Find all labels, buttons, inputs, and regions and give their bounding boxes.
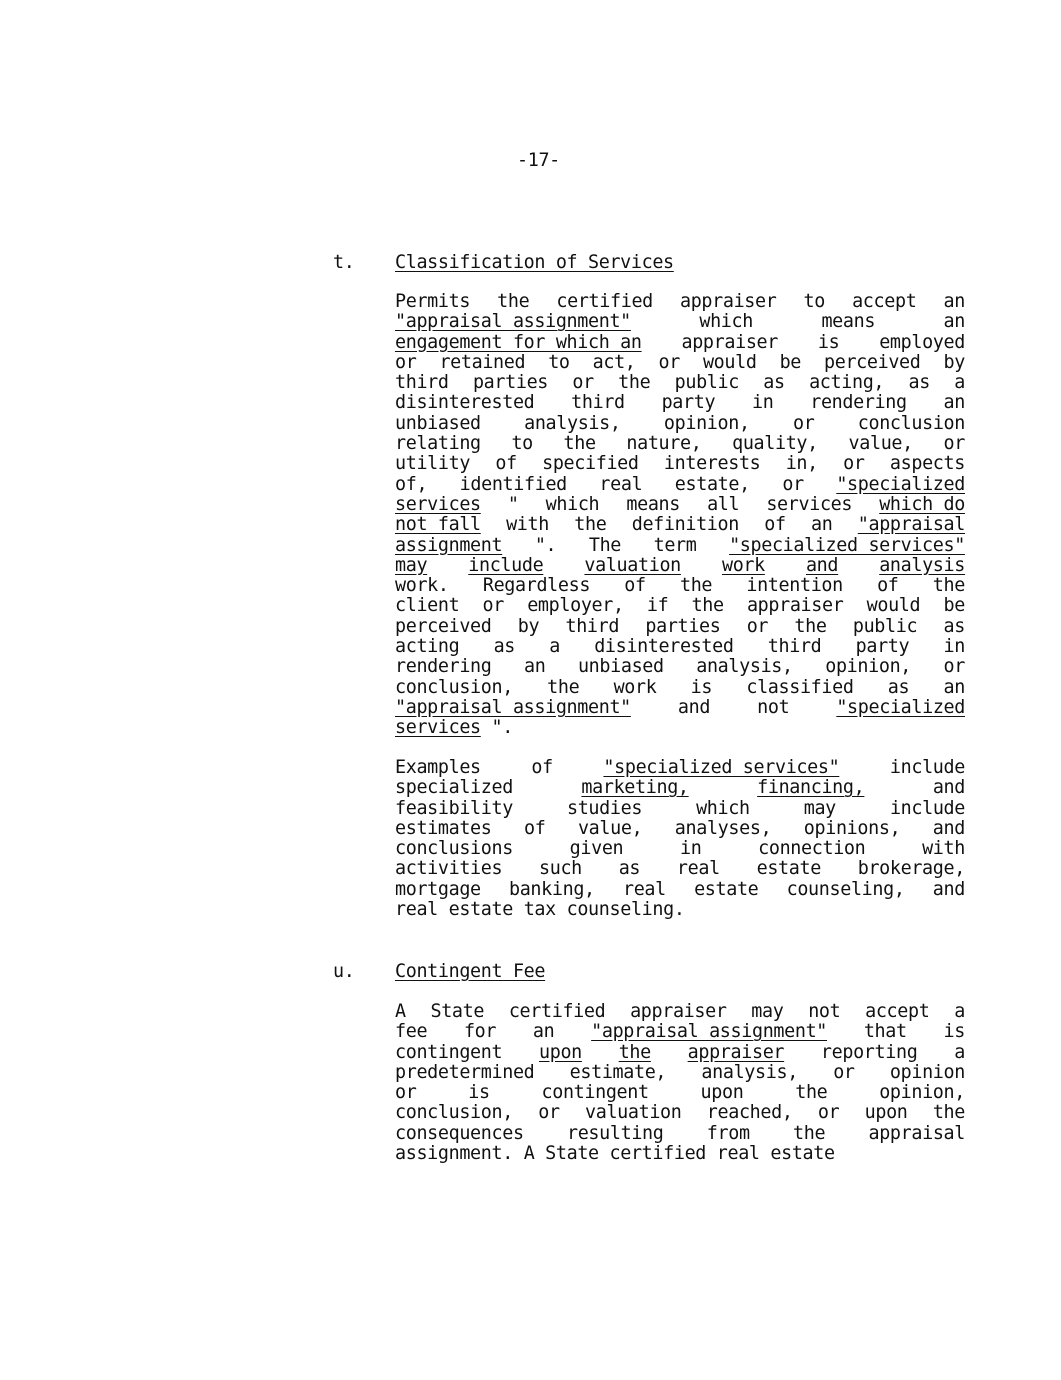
word: specified xyxy=(542,453,639,475)
word: appraiser xyxy=(746,595,844,617)
word: conclusion xyxy=(857,412,965,434)
text-line xyxy=(395,1022,965,1042)
word: the xyxy=(563,433,596,455)
word: that xyxy=(863,1021,907,1043)
word: services xyxy=(395,493,481,515)
word: real xyxy=(395,899,438,921)
word: accept xyxy=(852,291,917,312)
word: and xyxy=(932,878,965,900)
text-line xyxy=(395,799,965,819)
text-line xyxy=(395,1083,965,1103)
word: may xyxy=(751,1001,784,1022)
word: Regardless xyxy=(482,575,591,597)
word: opinion, xyxy=(825,656,912,678)
word: include xyxy=(889,797,965,819)
word: with xyxy=(922,838,965,860)
word: third xyxy=(395,372,449,394)
text-line xyxy=(395,1124,965,1144)
word: parties xyxy=(645,615,721,637)
word: an xyxy=(811,514,833,536)
word: estimates xyxy=(395,817,492,839)
word: definition xyxy=(631,514,739,536)
word: analysis xyxy=(879,554,965,576)
word: analysis, xyxy=(696,656,793,678)
word: parties xyxy=(472,372,549,394)
word-space xyxy=(513,900,524,920)
text-line xyxy=(395,839,965,859)
word: upon xyxy=(700,1082,744,1104)
word: the xyxy=(932,575,965,597)
word: relating xyxy=(395,433,481,455)
word: of xyxy=(531,757,553,778)
page-number: -17- xyxy=(517,150,560,171)
word: and xyxy=(932,817,965,839)
word: the xyxy=(691,595,724,617)
word: as xyxy=(618,858,641,880)
word: studies xyxy=(566,797,643,819)
word: an xyxy=(943,392,965,414)
word: real xyxy=(676,858,720,880)
word: is xyxy=(690,676,713,698)
word-space xyxy=(760,1144,771,1164)
word: specialized xyxy=(395,777,513,799)
word: the xyxy=(547,676,580,698)
word: by xyxy=(517,615,540,637)
word: assignment. xyxy=(395,1143,513,1165)
word: would xyxy=(866,595,921,617)
word: resulting xyxy=(566,1122,664,1144)
word: the xyxy=(618,372,651,394)
word: the xyxy=(618,1041,651,1063)
text-line xyxy=(395,678,965,698)
text-line xyxy=(395,495,965,515)
word: the xyxy=(679,575,713,597)
word: in, xyxy=(785,453,818,475)
word-space xyxy=(599,1144,610,1164)
word: or xyxy=(538,1102,560,1124)
word: upon xyxy=(864,1102,908,1124)
text-line xyxy=(395,292,965,312)
word: " xyxy=(507,493,519,515)
text-line xyxy=(395,434,965,454)
text-line xyxy=(395,353,965,373)
text-line xyxy=(395,312,965,332)
word: perceived xyxy=(824,351,921,373)
word: "appraisal assignment" xyxy=(395,696,631,718)
text-line xyxy=(395,758,965,778)
word: predetermined xyxy=(395,1061,535,1083)
word: an xyxy=(943,291,965,312)
word: accept xyxy=(865,1001,930,1022)
word: appraiser xyxy=(681,331,778,353)
word: or xyxy=(572,372,594,394)
word: and xyxy=(932,777,965,799)
word: which xyxy=(696,797,750,819)
word-space xyxy=(556,900,567,920)
word: "appraisal assignment" xyxy=(591,1021,828,1043)
word: appraiser xyxy=(687,1041,785,1063)
word: connection xyxy=(758,838,866,860)
word: estate xyxy=(448,899,513,921)
word-space xyxy=(534,1144,545,1164)
word: classified xyxy=(746,676,854,698)
word: real xyxy=(599,473,643,495)
word: opinion, xyxy=(879,1082,965,1104)
word: or xyxy=(943,656,965,678)
word: and xyxy=(677,696,711,718)
text-line xyxy=(395,1103,965,1123)
word: would xyxy=(702,351,757,373)
word: contingent xyxy=(395,1041,503,1063)
word: is xyxy=(817,331,840,353)
word: real xyxy=(622,878,666,900)
word: estate xyxy=(756,858,821,880)
word: is xyxy=(468,1082,490,1104)
word: consequences xyxy=(395,1122,524,1144)
word: means xyxy=(821,311,876,333)
word: certified xyxy=(556,291,653,312)
text-line xyxy=(395,698,965,718)
word: acting xyxy=(395,636,460,658)
word: certified xyxy=(508,1001,606,1022)
word-space xyxy=(438,900,449,920)
word: engagement for which an xyxy=(395,331,642,353)
word: reached, xyxy=(706,1102,793,1124)
word: public xyxy=(674,372,739,394)
word-space xyxy=(481,718,492,738)
word: work xyxy=(721,554,765,576)
text-line xyxy=(395,859,965,879)
word: given xyxy=(569,838,624,860)
word: include xyxy=(468,554,544,576)
word: ". xyxy=(534,534,557,556)
text-line xyxy=(395,536,965,556)
word: analysis, xyxy=(524,412,621,434)
word: a xyxy=(954,1041,965,1063)
word: include xyxy=(889,757,965,778)
word: or xyxy=(782,473,804,495)
word: counseling, xyxy=(786,878,905,900)
text-line xyxy=(395,1144,965,1164)
word: may xyxy=(803,797,836,819)
text-line xyxy=(395,1043,965,1063)
word: is xyxy=(943,1021,965,1043)
section-t-paragraph-2 xyxy=(395,758,965,920)
word: may xyxy=(395,554,428,576)
word: work xyxy=(613,676,657,698)
word: rendering xyxy=(810,392,907,414)
word: utility xyxy=(395,453,471,475)
text-line xyxy=(395,454,965,474)
word: a xyxy=(549,636,560,658)
word: nature, xyxy=(626,433,702,455)
text-line xyxy=(395,576,965,596)
word: of xyxy=(764,514,786,536)
word: to xyxy=(803,291,825,312)
word: State xyxy=(430,1001,485,1022)
word: all xyxy=(707,493,740,515)
word: a xyxy=(954,1001,965,1022)
word: from xyxy=(706,1122,750,1144)
word: appraiser xyxy=(630,1001,727,1022)
word: of xyxy=(524,817,546,839)
word: an xyxy=(532,1021,555,1043)
text-line xyxy=(395,900,965,920)
word: be xyxy=(779,351,802,373)
word: unbiased xyxy=(577,656,664,678)
word: or xyxy=(833,1061,855,1083)
word: or xyxy=(843,453,865,475)
word: aspects xyxy=(889,453,965,475)
word: brokerage, xyxy=(857,858,965,880)
word: quality, xyxy=(732,433,818,455)
word: reporting xyxy=(820,1041,918,1063)
word: as xyxy=(887,676,910,698)
word: if xyxy=(646,595,669,617)
word: client xyxy=(395,595,460,617)
word: which do xyxy=(879,493,965,515)
word: to xyxy=(548,351,570,373)
section-t-paragraph-1 xyxy=(395,292,965,739)
text-line xyxy=(395,515,965,535)
word: conclusion, xyxy=(395,676,513,698)
word: be xyxy=(943,595,965,617)
word: "specialized xyxy=(836,696,965,718)
word: banking, xyxy=(508,878,595,900)
word: rendering xyxy=(395,656,492,678)
word: means xyxy=(626,493,680,515)
word: an xyxy=(524,656,546,678)
word: financing, xyxy=(757,777,865,799)
word: services xyxy=(395,717,481,739)
word: as xyxy=(763,372,785,394)
word: the xyxy=(497,291,530,312)
word: "specialized services" xyxy=(603,757,840,778)
word: which xyxy=(699,311,753,333)
word: third xyxy=(767,636,822,658)
word: not xyxy=(757,696,790,718)
word: fee xyxy=(395,1021,428,1043)
word: as xyxy=(493,636,516,658)
word: activities xyxy=(395,858,503,880)
word: employed xyxy=(879,331,965,353)
word: in xyxy=(751,392,774,414)
section-u-paragraph-1 xyxy=(395,1002,965,1164)
word: estate, xyxy=(674,473,750,495)
text-line xyxy=(395,475,965,495)
text-line xyxy=(395,819,965,839)
section-t-marker: t. xyxy=(333,252,355,273)
word: or xyxy=(793,412,815,434)
word: the xyxy=(793,1122,826,1144)
word: public xyxy=(852,615,918,637)
word: unbiased xyxy=(395,412,481,434)
word: analysis, xyxy=(701,1061,798,1083)
word: party xyxy=(855,636,910,658)
word: as xyxy=(908,372,930,394)
word: "specialized xyxy=(836,473,965,495)
text-line xyxy=(395,596,965,616)
word: not xyxy=(808,1001,841,1022)
word: appraiser xyxy=(679,291,777,312)
word: the xyxy=(794,615,827,637)
text-line xyxy=(395,556,965,576)
word: not fall xyxy=(395,514,481,536)
word: party xyxy=(661,392,716,414)
word: term xyxy=(653,534,697,556)
word: opinion xyxy=(889,1061,965,1083)
word: valuation xyxy=(585,1102,682,1124)
word: A xyxy=(395,1001,406,1022)
word: identified xyxy=(459,473,567,495)
word: or xyxy=(482,595,504,617)
word: or xyxy=(746,615,769,637)
word: the xyxy=(932,1102,965,1124)
word: tax xyxy=(523,899,556,921)
word: and xyxy=(805,554,839,576)
word: Examples xyxy=(395,757,481,778)
word: estate xyxy=(694,878,759,900)
word: disinterested xyxy=(395,392,535,414)
word: work. xyxy=(395,575,449,597)
section-t-heading: Classification of Services xyxy=(395,252,674,273)
word: for xyxy=(463,1021,497,1043)
word: value, xyxy=(577,817,643,839)
word: third xyxy=(565,615,620,637)
text-line xyxy=(395,1063,965,1083)
word: in xyxy=(679,838,702,860)
word: or xyxy=(943,433,965,455)
word: value, xyxy=(848,433,913,455)
text-line xyxy=(395,637,965,657)
word: feasibility xyxy=(395,797,513,819)
word: A xyxy=(523,1143,535,1165)
word: an xyxy=(943,676,965,698)
word: to xyxy=(511,433,533,455)
word: the xyxy=(574,514,607,536)
word: the xyxy=(795,1082,828,1104)
word: of, xyxy=(395,473,428,495)
word: appraisal xyxy=(868,1122,965,1144)
word: The xyxy=(588,534,622,556)
text-line xyxy=(395,617,965,637)
word: or xyxy=(395,1082,417,1104)
word: mortgage xyxy=(395,878,481,900)
word: intention xyxy=(746,575,843,597)
text-line xyxy=(395,718,965,738)
word: real xyxy=(716,1143,760,1165)
word: certified xyxy=(609,1143,707,1165)
word: marketing, xyxy=(581,777,689,799)
word: ". xyxy=(491,717,513,739)
text-line xyxy=(395,373,965,393)
word: opinion, xyxy=(663,412,750,434)
text-line xyxy=(395,880,965,900)
word: an xyxy=(943,311,965,333)
word: interests xyxy=(663,453,761,475)
word: estimate, xyxy=(569,1061,667,1083)
word: by xyxy=(943,351,965,373)
word: Permits xyxy=(395,291,471,312)
word: with xyxy=(506,514,549,536)
word: upon xyxy=(539,1041,582,1063)
text-line xyxy=(395,657,965,677)
word: of xyxy=(877,575,899,597)
word: conclusion, xyxy=(395,1102,513,1124)
word: "appraisal xyxy=(857,514,965,536)
section-u-marker: u. xyxy=(333,961,355,982)
word: conclusions xyxy=(395,838,513,860)
word: retained xyxy=(439,351,526,373)
text-line xyxy=(395,778,965,798)
word: State xyxy=(545,1143,599,1165)
word: or xyxy=(817,1102,840,1124)
text-line xyxy=(395,393,965,413)
word: "specialized services" xyxy=(729,534,965,556)
text-line xyxy=(395,333,965,353)
word: opinions, xyxy=(803,817,901,839)
word: in xyxy=(943,636,965,658)
word: contingent xyxy=(541,1082,649,1104)
text-line xyxy=(395,414,965,434)
word: which xyxy=(545,493,600,515)
word: third xyxy=(571,392,625,414)
text-line xyxy=(395,1002,965,1022)
word: assignment xyxy=(395,534,503,556)
word: such xyxy=(539,858,582,880)
word: as xyxy=(943,615,965,637)
section-u-heading: Contingent Fee xyxy=(395,961,546,982)
word: "appraisal assignment" xyxy=(395,311,631,333)
word-space xyxy=(513,1144,524,1164)
word: estate xyxy=(770,1143,835,1165)
word: valuation xyxy=(584,554,681,576)
word: analyses, xyxy=(674,817,772,839)
word: of xyxy=(624,575,646,597)
word: or xyxy=(395,351,417,373)
word: disinterested xyxy=(594,636,734,658)
word: services xyxy=(766,493,853,515)
word: counseling. xyxy=(566,899,685,921)
word: a xyxy=(954,372,965,394)
word: employer, xyxy=(527,595,624,617)
word-space xyxy=(706,1144,717,1164)
word: or xyxy=(658,351,680,373)
word: act, xyxy=(592,351,636,373)
word: perceived xyxy=(395,615,492,637)
word: acting, xyxy=(809,372,885,394)
word: of xyxy=(495,453,517,475)
